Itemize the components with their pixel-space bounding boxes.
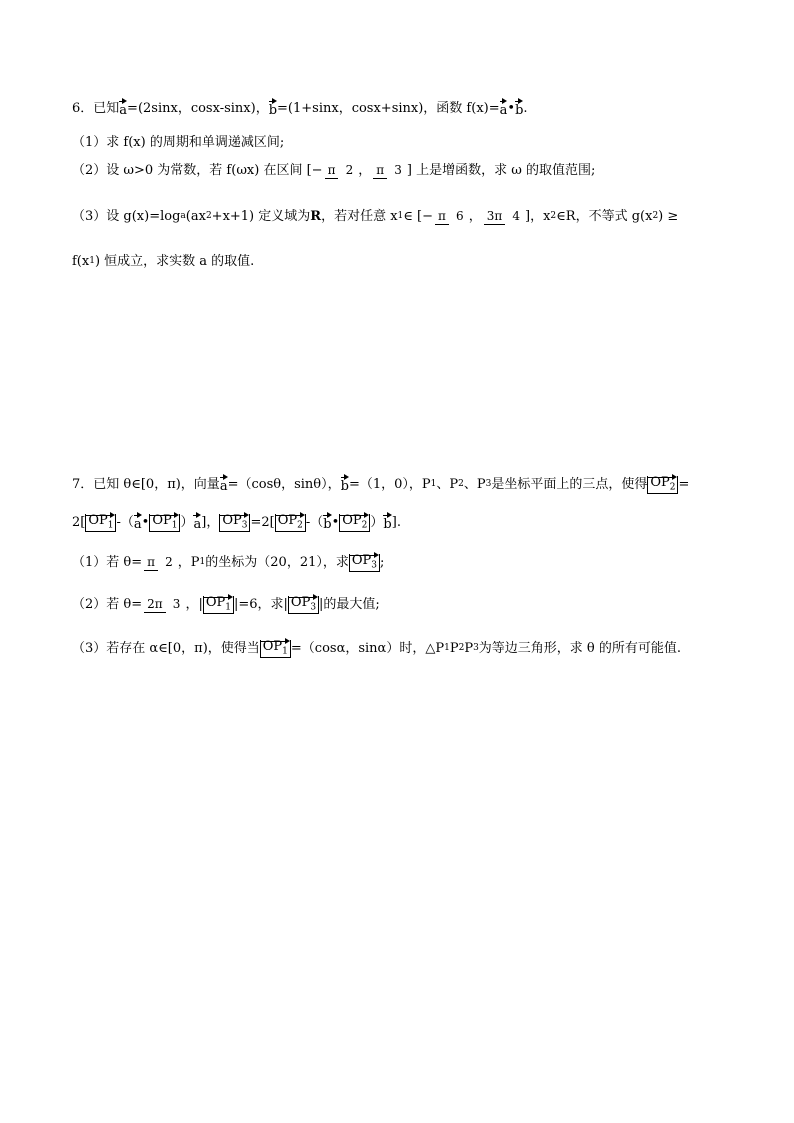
text: |=6，求| bbox=[233, 597, 288, 613]
fraction bbox=[435, 210, 467, 223]
text: 2[ bbox=[72, 515, 86, 531]
q6-intro: 6．已知 bbox=[72, 101, 120, 116]
vector-op: OP bbox=[222, 513, 242, 528]
vector-op2 bbox=[275, 514, 306, 532]
q6-part2 bbox=[72, 164, 595, 177]
subscript: 3 bbox=[485, 479, 492, 490]
period: . bbox=[523, 101, 528, 116]
fraction-num: 3π bbox=[484, 209, 506, 225]
q6-part3-text: （3）设 g(x)=log bbox=[72, 209, 181, 224]
subscript: 1 bbox=[430, 479, 437, 490]
subscript: 3 bbox=[473, 643, 479, 654]
subscript: 2 bbox=[458, 479, 464, 490]
subscript: 3 bbox=[371, 560, 378, 571]
text: ，| bbox=[185, 597, 203, 613]
text: -（ bbox=[305, 515, 324, 531]
q6-part1 bbox=[72, 136, 284, 149]
fraction bbox=[373, 164, 405, 177]
subscript: 2 bbox=[550, 211, 557, 221]
vector-op: OP bbox=[351, 553, 372, 568]
vector-b: b bbox=[383, 514, 391, 531]
vector-a: a bbox=[134, 514, 142, 531]
text: P bbox=[449, 641, 459, 657]
text: f(x bbox=[72, 254, 90, 269]
text: （2）若 θ= bbox=[72, 597, 143, 613]
fraction bbox=[144, 598, 183, 611]
subscript: 1 bbox=[225, 602, 231, 613]
dot-op: • bbox=[507, 101, 516, 116]
text: 、P bbox=[436, 477, 459, 493]
q6-part3 bbox=[72, 210, 678, 223]
q7-part1 bbox=[72, 554, 384, 572]
q7-part3 bbox=[72, 640, 681, 658]
vector-op: OP bbox=[342, 513, 362, 528]
fraction bbox=[144, 556, 176, 569]
vector-b: b bbox=[269, 100, 277, 117]
q7-intro: 7．已知 θ∈[0，π)，向量 bbox=[72, 477, 220, 493]
fraction-den: 4 bbox=[512, 209, 521, 223]
vector-op: OP bbox=[290, 595, 311, 610]
subscript: 1 bbox=[107, 520, 114, 531]
subscript: 2 bbox=[458, 643, 465, 654]
fraction-num: π bbox=[435, 209, 449, 225]
fraction-den: 3 bbox=[394, 163, 402, 177]
log-base: a bbox=[180, 211, 186, 221]
text: ） bbox=[180, 515, 194, 531]
subscript: 1 bbox=[199, 557, 206, 568]
text: 的坐标为（20，21），求 bbox=[205, 555, 349, 571]
q7-line2 bbox=[72, 514, 401, 532]
text: +x+1) 定义域为 bbox=[211, 209, 311, 224]
vector-op2 bbox=[339, 514, 370, 532]
vector-op1 bbox=[85, 514, 116, 532]
vector-b: b bbox=[515, 100, 523, 117]
text: ） bbox=[370, 515, 384, 531]
subscript: 2 bbox=[652, 211, 659, 221]
fraction-den: 2 bbox=[165, 555, 173, 570]
text: =（cosα，sinα）时，△P bbox=[290, 641, 445, 657]
fraction bbox=[325, 164, 357, 177]
q7-line1 bbox=[72, 476, 689, 494]
separator: ， bbox=[468, 209, 482, 224]
fraction-num: π bbox=[325, 163, 339, 179]
subscript: 2 bbox=[669, 482, 676, 493]
q6-line1 bbox=[72, 100, 528, 117]
text: =（1，0），P bbox=[348, 477, 431, 493]
vector-op: OP bbox=[205, 595, 226, 610]
q6-part2-tail: ] 上是增函数，求 ω 的取值范围; bbox=[406, 163, 596, 178]
text: 、P bbox=[463, 477, 486, 493]
vector-op3 bbox=[288, 596, 319, 614]
text: =（cosθ，sinθ）， bbox=[227, 477, 341, 493]
subscript: 3 bbox=[310, 602, 317, 613]
vector-op3 bbox=[349, 554, 380, 572]
fraction-num: π bbox=[373, 163, 387, 179]
text: ]， bbox=[201, 515, 220, 531]
vector-b: b bbox=[323, 514, 331, 531]
text: ，P bbox=[177, 555, 200, 571]
text: 为等边三角形，求 θ 的所有可能值. bbox=[478, 641, 682, 657]
q7-part2 bbox=[72, 596, 380, 614]
q6-part3-cont bbox=[72, 255, 254, 268]
vector-op: OP bbox=[650, 475, 670, 490]
vector-a: a bbox=[500, 100, 508, 117]
vector-a: a bbox=[193, 514, 201, 531]
subscript: 1 bbox=[89, 256, 95, 266]
fraction-den: 6 bbox=[456, 209, 464, 223]
subscript: 2 bbox=[361, 520, 368, 531]
text: ; bbox=[380, 555, 385, 571]
text: （3）若存在 α∈[0，π)，使得当 bbox=[72, 641, 260, 657]
text: ∈ [− bbox=[403, 209, 434, 224]
vector-op3 bbox=[219, 514, 250, 532]
text: P bbox=[464, 641, 474, 657]
vector-op1 bbox=[203, 596, 234, 614]
subscript: 3 bbox=[241, 520, 248, 531]
text: (ax bbox=[185, 209, 206, 224]
subscript: 1 bbox=[282, 646, 288, 657]
q6-vec-a-def: =(2sinx，cosx-sinx)， bbox=[127, 101, 269, 116]
vector-op: OP bbox=[277, 513, 298, 528]
real-set: R bbox=[310, 209, 322, 224]
vector-op1 bbox=[260, 640, 291, 658]
fraction-num: π bbox=[144, 555, 158, 571]
text: |的最大值; bbox=[319, 597, 380, 613]
text: ]，x bbox=[525, 209, 551, 224]
text: = bbox=[678, 477, 690, 493]
vector-b: b bbox=[341, 476, 349, 493]
dot-op: • bbox=[331, 515, 340, 531]
text: -（ bbox=[116, 515, 134, 531]
exponent: 2 bbox=[205, 211, 212, 221]
text: ，若对任意 x bbox=[321, 209, 398, 224]
text: =2[ bbox=[250, 515, 275, 531]
vector-op: OP bbox=[262, 639, 283, 654]
subscript: 2 bbox=[297, 520, 303, 531]
dot-op: • bbox=[141, 515, 150, 531]
vector-op: OP bbox=[88, 513, 108, 528]
text: ) 恒成立，求实数 a 的取值. bbox=[94, 254, 255, 269]
vector-op: OP bbox=[152, 513, 172, 528]
fraction-den: 2 bbox=[345, 163, 354, 177]
fraction-den: 3 bbox=[172, 597, 181, 612]
vector-op1 bbox=[149, 514, 180, 532]
q6-vec-b-def: =(1+sinx，cosx+sinx)，函数 f(x)= bbox=[277, 101, 500, 116]
text: 是坐标平面上的三点，使得 bbox=[491, 477, 648, 493]
vector-op2 bbox=[647, 476, 678, 494]
separator: ， bbox=[358, 163, 372, 178]
subscript: 1 bbox=[171, 520, 178, 531]
subscript: 1 bbox=[444, 643, 450, 654]
text: ]. bbox=[391, 515, 401, 531]
vector-a: a bbox=[119, 100, 127, 117]
text: ) ≥ bbox=[658, 209, 679, 224]
fraction-num: 2π bbox=[144, 597, 166, 613]
text: （1）若 θ= bbox=[72, 555, 143, 571]
fraction bbox=[484, 210, 523, 223]
vector-a: a bbox=[220, 476, 228, 493]
text: ∈R，不等式 g(x bbox=[556, 209, 653, 224]
subscript: 1 bbox=[397, 211, 404, 221]
q6-part2-text: （2）设 ω>0 为常数，若 f(ωx) 在区间 [− bbox=[72, 163, 323, 178]
q6-part1-text: （1）求 f(x) 的周期和单调递减区间; bbox=[72, 135, 285, 150]
